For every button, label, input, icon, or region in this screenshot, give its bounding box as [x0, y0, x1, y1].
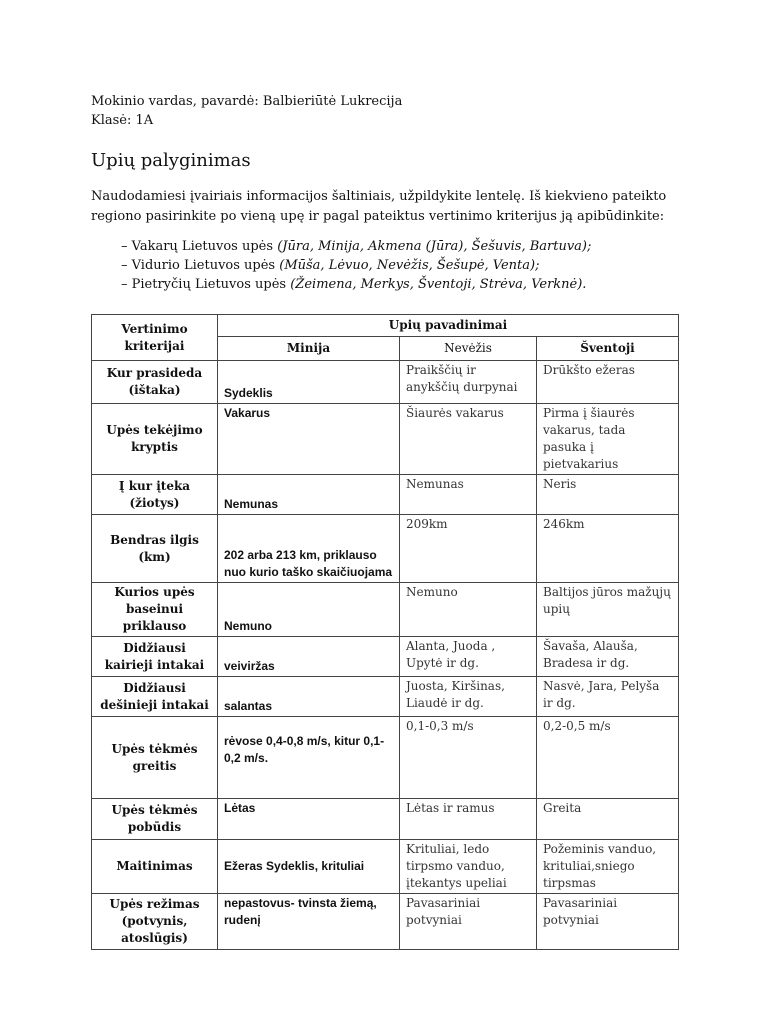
- region-list: [121, 237, 691, 294]
- river-header-nevezis: Nevėžis: [400, 337, 537, 361]
- region-name: Vakarų Lietuvos upės: [131, 239, 274, 254]
- criteria-header: Vertinimo kriterijai: [92, 315, 218, 361]
- nevezis-cell: 0,1-0,3 m/s: [400, 717, 537, 799]
- sventoji-cell: Neris: [537, 475, 679, 515]
- minija-cell: nepastovus- tvinsta žiemą, rudenį: [218, 894, 400, 950]
- region-rivers: (Mūša, Lėvuo, Nevėžis, Šešupė, Venta);: [279, 258, 540, 273]
- nevezis-cell: Lėtas ir ramus: [400, 799, 537, 840]
- sventoji-cell: Pirma į šiaurės vakarus, tada pasuka į pietvakarius: [537, 404, 679, 475]
- criterion-cell: Upės tekėjimo kryptis: [92, 404, 218, 475]
- nevezis-cell: Juosta, Kiršinas, Liaudė ir dg.: [400, 677, 537, 717]
- sventoji-cell: Drūkšto ežeras: [537, 361, 679, 404]
- minija-cell: Vakarus: [218, 404, 400, 475]
- region-name: Vidurio Lietuvos upės: [131, 258, 276, 273]
- river-header-minija: Minija: [218, 337, 400, 361]
- table-row: [92, 583, 679, 637]
- minija-cell: Nemunas: [218, 475, 400, 515]
- minija-cell: Sydeklis: [218, 361, 400, 404]
- table-row: [92, 475, 679, 515]
- criterion-cell: Į kur įteka (žiotys): [92, 475, 218, 515]
- criterion-cell: Bendras ilgis (km): [92, 515, 218, 583]
- nevezis-cell: Pavasariniai potvyniai: [400, 894, 537, 950]
- student-name: Mokinio vardas, pavardė: Balbieriūtė Lukrecija: [91, 94, 403, 109]
- table-row: [92, 361, 679, 404]
- minija-cell: 202 arba 213 km, priklauso nuo kurio taško skaičiuojama: [218, 515, 400, 583]
- table-row: [92, 840, 679, 894]
- student-info: [91, 92, 691, 130]
- nevezis-cell: Krituliai, ledo tirpsmo vanduo, įtekantys upeliai: [400, 840, 537, 894]
- river-comparison-table: [91, 314, 679, 950]
- minija-cell: Lėtas: [218, 799, 400, 840]
- nevezis-cell: Alanta, Juoda , Upytė ir dg.: [400, 637, 537, 677]
- nevezis-cell: Nemunas: [400, 475, 537, 515]
- region-item: [121, 275, 691, 294]
- criterion-cell: Kur prasideda (ištaka): [92, 361, 218, 404]
- table-row: [92, 799, 679, 840]
- minija-cell: veiviržas: [218, 637, 400, 677]
- criterion-cell: Maitinimas: [92, 840, 218, 894]
- sventoji-cell: Nasvė, Jara, Pelyša ir dg.: [537, 677, 679, 717]
- criterion-cell: Didžiausi dešinieji intakai: [92, 677, 218, 717]
- sventoji-cell: Požeminis vanduo, krituliai,sniego tirpsmas: [537, 840, 679, 894]
- minija-cell: Ežeras Sydeklis, krituliai: [218, 840, 400, 894]
- region-name: Pietryčių Lietuvos upės: [131, 277, 287, 292]
- river-header-sventoji: Šventoji: [537, 337, 679, 361]
- criterion-cell: Kurios upės baseinui priklauso: [92, 583, 218, 637]
- sventoji-cell: Greita: [537, 799, 679, 840]
- sventoji-cell: 246km: [537, 515, 679, 583]
- table-row: [92, 637, 679, 677]
- sventoji-cell: Šavaša, Alauša, Bradesa ir dg.: [537, 637, 679, 677]
- page-title: Upių palyginimas: [91, 150, 251, 171]
- sventoji-cell: Pavasariniai potvyniai: [537, 894, 679, 950]
- region-item: [121, 256, 691, 275]
- criterion-cell: Upės tėkmės pobūdis: [92, 799, 218, 840]
- region-rivers: (Žeimena, Merkys, Šventoji, Strėva, Verknė).: [290, 277, 587, 292]
- table-row: [92, 894, 679, 950]
- table-row: [92, 677, 679, 717]
- region-item: [121, 237, 691, 256]
- table-row: [92, 515, 679, 583]
- minija-cell: Nemuno: [218, 583, 400, 637]
- region-rivers: (Jūra, Minija, Akmena (Jūra), Šešuvis, Bartuva);: [277, 239, 592, 254]
- criterion-cell: Upės režimas (potvynis, atoslūgis): [92, 894, 218, 950]
- nevezis-cell: Nemuno: [400, 583, 537, 637]
- sventoji-cell: 0,2-0,5 m/s: [537, 717, 679, 799]
- nevezis-cell: 209km: [400, 515, 537, 583]
- sventoji-cell: Baltijos jūros mažųjų upių: [537, 583, 679, 637]
- table-row: [92, 404, 679, 475]
- criterion-cell: Didžiausi kairieji intakai: [92, 637, 218, 677]
- student-class: Klasė: 1A: [91, 113, 154, 128]
- minija-cell: salantas: [218, 677, 400, 717]
- criterion-cell: Upės tėkmės greitis: [92, 717, 218, 799]
- nevezis-cell: Praikščių ir anykščių durpynai: [400, 361, 537, 404]
- document-page: [91, 92, 691, 950]
- minija-cell: rėvose 0,4-0,8 m/s, kitur 0,1-0,2 m/s.: [218, 717, 400, 799]
- table-row: [92, 717, 679, 799]
- nevezis-cell: Šiaurės vakarus: [400, 404, 537, 475]
- instructions: Naudodamiesi įvairiais informacijos šaltiniais, užpildykite lentelę. Iš kiekvieno pateikto regiono pasirinkite po vieną upę ir pagal pateiktus vertinimo kriterijus ją apibūdinkite:: [91, 189, 667, 224]
- names-header: Upių pavadinimai: [218, 315, 679, 337]
